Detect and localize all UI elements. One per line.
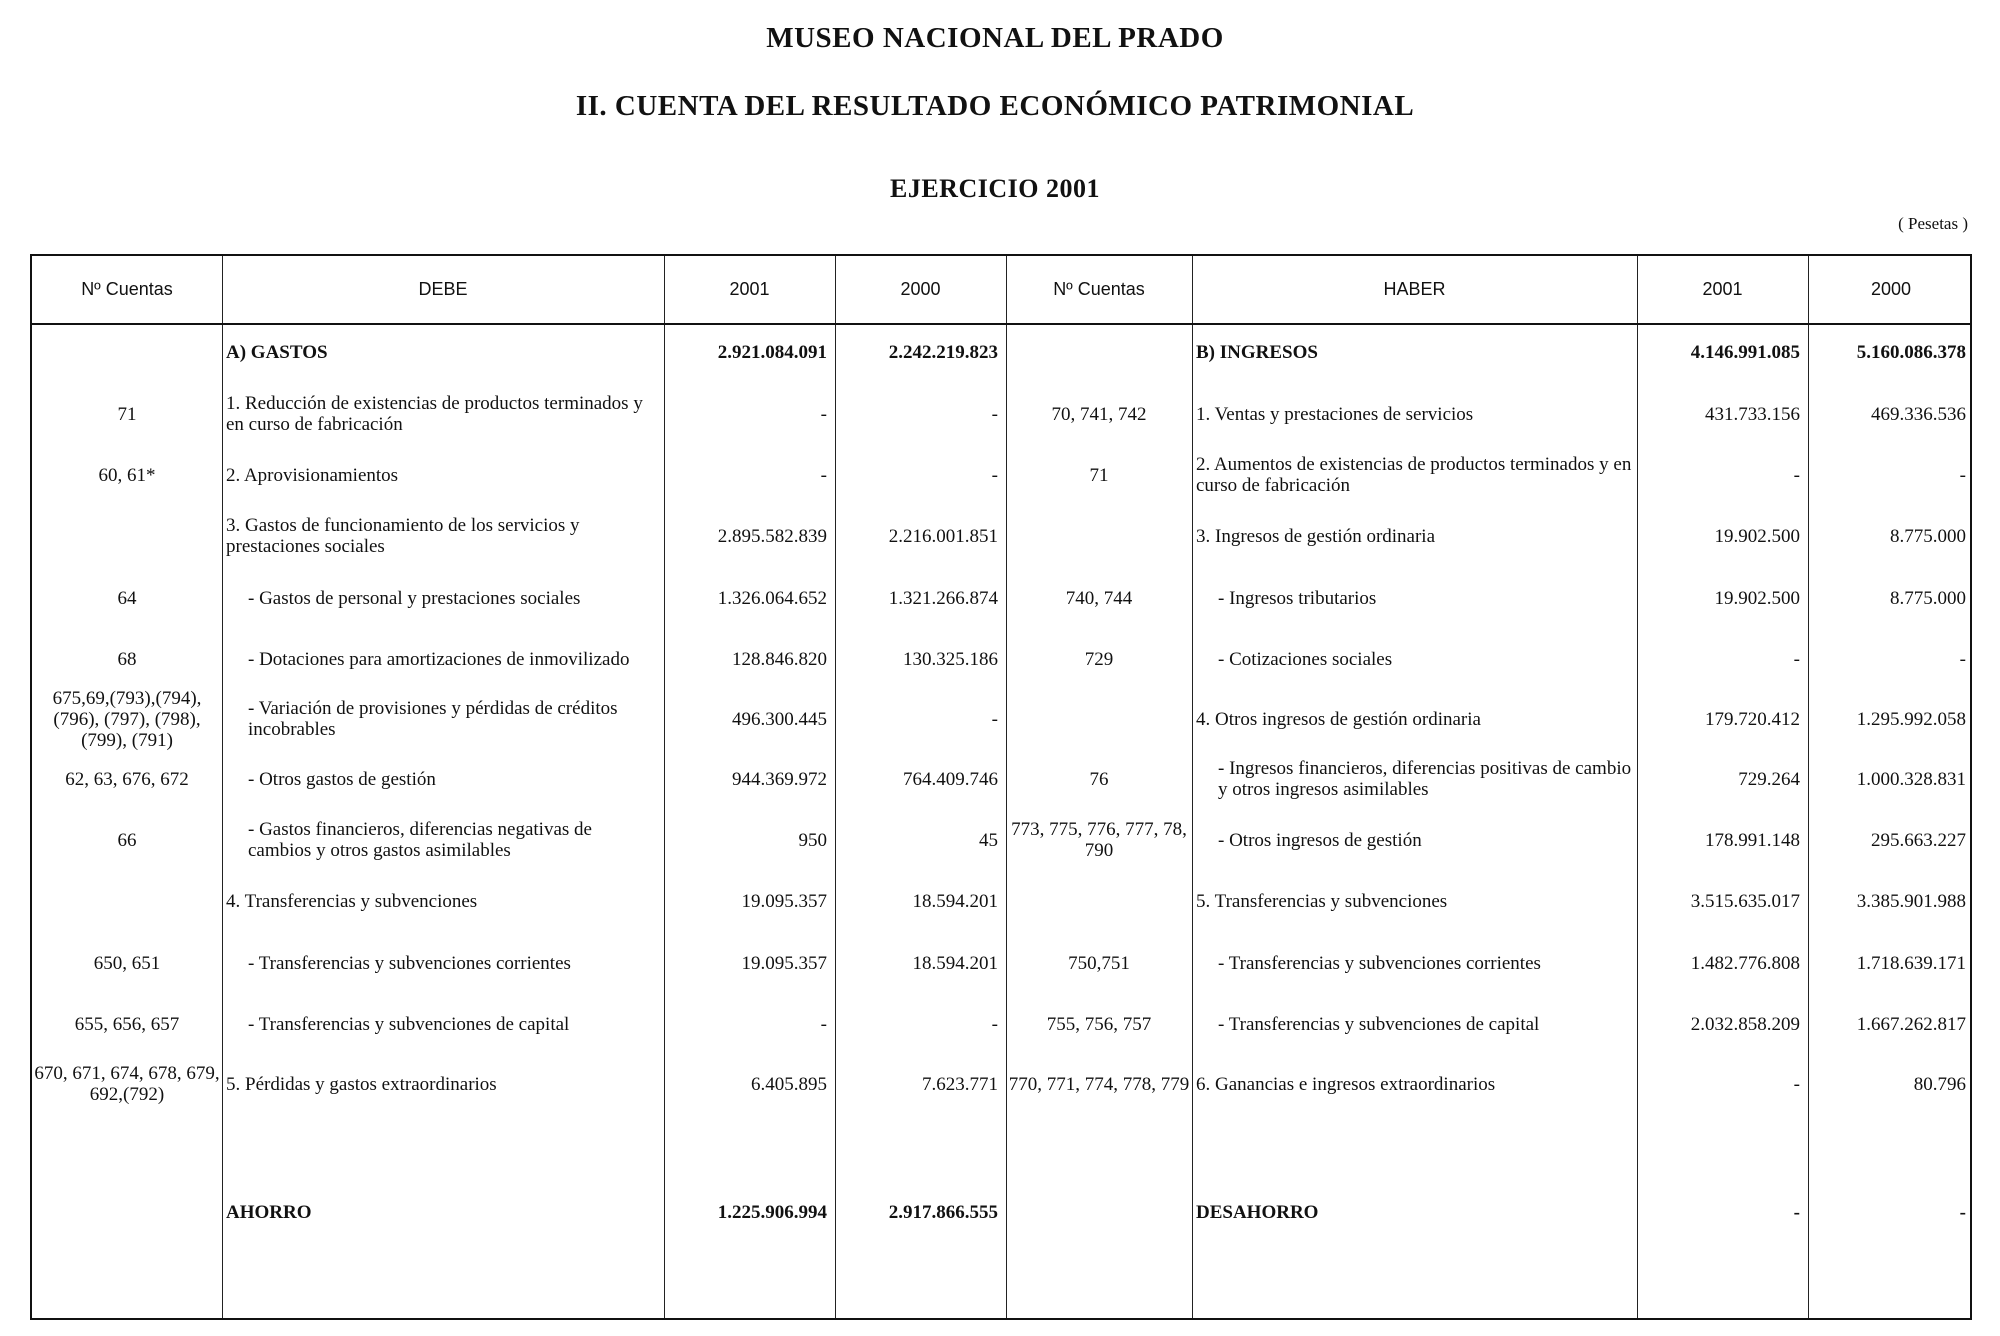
debe-2001-amount xyxy=(668,690,827,748)
account-codes-haber-text: 750,751 xyxy=(1068,952,1130,974)
debe-2001-amount xyxy=(668,934,827,992)
account-codes-haber-text: 755, 756, 757 xyxy=(1046,1013,1152,1035)
haber-2000-amount xyxy=(1812,507,1966,565)
haber-concept-text: 4. Otros ingresos de gestión ordinaria xyxy=(1196,708,1481,730)
haber-concept xyxy=(1196,1055,1633,1113)
debe-2000-amount-text: - xyxy=(991,403,998,425)
haber-2000-amount-text: - xyxy=(1959,1201,1966,1223)
account-codes-debe-text: 64 xyxy=(117,587,137,609)
haber-concept xyxy=(1196,385,1633,443)
debe-2001-amount-text: 19.095.357 xyxy=(741,952,827,974)
account-codes-haber-text: 770, 771, 774, 778, 779 xyxy=(1008,1073,1190,1095)
haber-concept xyxy=(1196,630,1633,688)
haber-2001-amount-text: 729.264 xyxy=(1738,768,1800,790)
debe-2000-amount xyxy=(839,323,998,381)
account-codes-debe-text: 670, 671, 674, 678, 679, 692,(792) xyxy=(34,1063,220,1105)
haber-2000-amount-text: 8.775.000 xyxy=(1890,587,1966,609)
debe-2000-amount-text: 2.216.001.851 xyxy=(888,525,998,547)
haber-2001-amount-text: 19.902.500 xyxy=(1714,587,1800,609)
haber-2001-amount xyxy=(1641,323,1800,381)
account-codes-debe xyxy=(32,872,222,930)
debe-2001-amount xyxy=(668,811,827,869)
haber-2000-amount-text: - xyxy=(1959,648,1966,670)
haber-2000-amount-text: 8.775.000 xyxy=(1890,525,1966,547)
account-codes-debe-text: 650, 651 xyxy=(93,952,161,974)
debe-concept xyxy=(226,811,660,869)
haber-2000-amount-text: 80.796 xyxy=(1913,1073,1966,1095)
column-divider xyxy=(222,256,223,1318)
debe-concept xyxy=(226,446,660,504)
haber-2001-amount xyxy=(1641,811,1800,869)
haber-concept xyxy=(1196,995,1633,1053)
haber-2001-amount-text: 2.032.858.209 xyxy=(1690,1013,1800,1035)
debe-concept-text: 3. Gastos de funcionamiento de los servicios y prestaciones sociales xyxy=(226,515,580,557)
haber-concept xyxy=(1196,811,1633,869)
haber-concept-text: 3. Ingresos de gestión ordinaria xyxy=(1196,525,1436,547)
account-codes-haber xyxy=(1006,995,1192,1053)
account-codes-debe-text: 62, 63, 676, 672 xyxy=(65,768,189,790)
haber-2001-amount-text: 1.482.776.808 xyxy=(1690,952,1800,974)
haber-concept xyxy=(1196,872,1633,930)
column-header-cuentas-haber: Nº Cuentas xyxy=(1053,279,1145,299)
haber-2001-amount xyxy=(1641,1183,1800,1241)
debe-2000-amount-text: 2.917.866.555 xyxy=(888,1201,998,1223)
debe-concept xyxy=(226,569,660,627)
haber-2001-amount-text: - xyxy=(1793,1073,1800,1095)
haber-2000-amount-text: - xyxy=(1959,464,1966,486)
haber-2000-amount-text: 1.667.262.817 xyxy=(1856,1013,1966,1035)
debe-2000-amount xyxy=(839,385,998,443)
account-codes-haber xyxy=(1006,934,1192,992)
column-divider xyxy=(835,256,836,1318)
currency-label: ( Pesetas ) xyxy=(1898,214,1968,233)
debe-concept xyxy=(226,934,660,992)
column-header-haber-2000: 2000 xyxy=(1870,279,1912,299)
debe-2001-amount-text: - xyxy=(820,1013,827,1035)
account-codes-debe xyxy=(32,934,222,992)
haber-concept-text: - Ingresos financieros, diferencias positivas de cambio y otros ingresos asimilables xyxy=(1218,758,1632,800)
haber-2000-amount-text: 469.336.536 xyxy=(1871,403,1966,425)
haber-2001-amount xyxy=(1641,630,1800,688)
haber-2000-amount-text: 1.295.992.058 xyxy=(1856,708,1966,730)
debe-2000-amount xyxy=(839,507,998,565)
haber-2000-amount-text: 5.160.086.378 xyxy=(1856,341,1966,363)
account-codes-debe xyxy=(32,385,222,443)
debe-2000-amount xyxy=(839,690,998,748)
account-codes-haber xyxy=(1006,385,1192,443)
haber-2001-amount-text: - xyxy=(1793,464,1800,486)
debe-2000-amount-text: 2.242.219.823 xyxy=(888,341,998,363)
account-codes-debe xyxy=(32,630,222,688)
account-codes-haber-text: 70, 741, 742 xyxy=(1051,403,1147,425)
column-header-haber: HABER xyxy=(1383,279,1446,299)
debe-2001-amount xyxy=(668,1183,827,1241)
debe-2001-amount xyxy=(668,507,827,565)
debe-2001-amount-text: 1.225.906.994 xyxy=(717,1201,827,1223)
debe-concept xyxy=(226,323,660,381)
account-codes-haber xyxy=(1006,630,1192,688)
column-header-cuentas-debe: Nº Cuentas xyxy=(81,279,173,299)
account-codes-haber xyxy=(1006,811,1192,869)
debe-concept-text: 5. Pérdidas y gastos extraordinarios xyxy=(226,1073,497,1095)
debe-2001-amount xyxy=(668,323,827,381)
haber-concept-text: - Otros ingresos de gestión xyxy=(1218,829,1422,851)
haber-2001-amount-text: 179.720.412 xyxy=(1705,708,1800,730)
haber-2001-amount-text: 3.515.635.017 xyxy=(1690,890,1800,912)
account-codes-haber xyxy=(1006,569,1192,627)
haber-2000-amount xyxy=(1812,630,1966,688)
debe-2000-amount-text: - xyxy=(991,1013,998,1035)
haber-concept-text: - Cotizaciones sociales xyxy=(1218,648,1393,670)
haber-concept xyxy=(1196,934,1633,992)
debe-2000-amount-text: 130.325.186 xyxy=(903,648,998,670)
debe-2001-amount xyxy=(668,446,827,504)
debe-concept-text: - Otros gastos de gestión xyxy=(248,768,436,790)
debe-2000-amount xyxy=(839,569,998,627)
account-codes-haber xyxy=(1006,1183,1192,1241)
haber-concept-text: 5. Transferencias y subvenciones xyxy=(1196,890,1448,912)
haber-2000-amount-text: 295.663.227 xyxy=(1871,829,1966,851)
haber-2000-amount xyxy=(1812,872,1966,930)
haber-2001-amount-text: 178.991.148 xyxy=(1705,829,1800,851)
debe-2000-amount-text: 764.409.746 xyxy=(903,768,998,790)
account-codes-debe-text: 68 xyxy=(117,648,137,670)
debe-2001-amount-text: 2.895.582.839 xyxy=(717,525,827,547)
haber-concept xyxy=(1196,569,1633,627)
debe-2001-amount xyxy=(668,1055,827,1113)
column-header-debe: DEBE xyxy=(418,279,468,299)
haber-2000-amount xyxy=(1812,323,1966,381)
account-codes-haber-text: 740, 744 xyxy=(1065,587,1133,609)
haber-concept xyxy=(1196,446,1633,504)
haber-2001-amount-text: 431.733.156 xyxy=(1705,403,1800,425)
haber-2001-amount-text: - xyxy=(1793,648,1800,670)
debe-2001-amount xyxy=(668,750,827,808)
debe-2000-amount-text: 18.594.201 xyxy=(912,952,998,974)
debe-2000-amount-text: - xyxy=(991,708,998,730)
haber-2000-amount-text: 1.718.639.171 xyxy=(1856,952,1966,974)
haber-concept-text: 2. Aumentos de existencias de productos terminados y en curso de fabricación xyxy=(1196,454,1632,496)
debe-2001-amount-text: 128.846.820 xyxy=(732,648,827,670)
debe-2000-amount xyxy=(839,995,998,1053)
account-codes-debe-text: 71 xyxy=(117,403,137,425)
haber-2000-amount xyxy=(1812,1183,1966,1241)
debe-2001-amount-text: 496.300.445 xyxy=(732,708,827,730)
debe-concept-text: - Transferencias y subvenciones corrientes xyxy=(248,952,571,974)
account-codes-debe-text: 66 xyxy=(117,829,137,851)
haber-2001-amount-text: - xyxy=(1793,1201,1800,1223)
debe-2000-amount xyxy=(839,872,998,930)
account-codes-haber xyxy=(1006,872,1192,930)
debe-2001-amount-text: 1.326.064.652 xyxy=(717,587,827,609)
account-codes-debe xyxy=(32,811,222,869)
debe-2000-amount xyxy=(839,630,998,688)
haber-2001-amount xyxy=(1641,934,1800,992)
results-table xyxy=(30,254,1972,1320)
haber-concept xyxy=(1196,507,1633,565)
haber-2000-amount xyxy=(1812,446,1966,504)
debe-2000-amount-text: 7.623.771 xyxy=(922,1073,998,1095)
debe-2001-amount xyxy=(668,385,827,443)
column-divider xyxy=(1192,256,1193,1318)
account-codes-haber xyxy=(1006,507,1192,565)
debe-2000-amount-text: 45 xyxy=(979,829,998,851)
account-codes-debe-text: 675,69,(793),(794), (796), (797), (798), (799), (791) xyxy=(52,687,202,751)
column-header-debe-2000: 2000 xyxy=(900,279,941,299)
haber-concept xyxy=(1196,750,1633,808)
debe-2000-amount xyxy=(839,811,998,869)
haber-concept-text: DESAHORRO xyxy=(1196,1201,1319,1223)
haber-2000-amount xyxy=(1812,750,1966,808)
account-codes-debe xyxy=(32,446,222,504)
account-codes-haber-text: 76 xyxy=(1089,768,1109,790)
debe-2001-amount-text: 950 xyxy=(798,829,827,851)
debe-2001-amount-text: 944.369.972 xyxy=(732,768,827,790)
account-codes-debe xyxy=(32,687,222,751)
account-codes-debe xyxy=(32,569,222,627)
haber-2001-amount xyxy=(1641,385,1800,443)
account-codes-debe xyxy=(32,323,222,381)
haber-2000-amount-text: 3.385.901.988 xyxy=(1856,890,1966,912)
haber-2001-amount xyxy=(1641,750,1800,808)
column-divider xyxy=(1637,256,1638,1318)
account-codes-debe xyxy=(32,507,222,565)
haber-2000-amount xyxy=(1812,995,1966,1053)
debe-2000-amount xyxy=(839,1183,998,1241)
haber-2000-amount xyxy=(1812,811,1966,869)
exercise-year: EJERCICIO 2001 xyxy=(890,174,1100,203)
account-codes-haber xyxy=(1006,1055,1192,1113)
haber-2001-amount xyxy=(1641,1055,1800,1113)
debe-concept-text: - Gastos financieros, diferencias negativas de cambios y otros gastos asimilables xyxy=(248,819,592,861)
debe-2001-amount-text: - xyxy=(820,403,827,425)
account-codes-haber xyxy=(1006,323,1192,381)
debe-2000-amount xyxy=(839,446,998,504)
haber-concept xyxy=(1196,1183,1633,1241)
column-divider xyxy=(664,256,665,1318)
haber-2001-amount xyxy=(1641,872,1800,930)
haber-concept-text: 1. Ventas y prestaciones de servicios xyxy=(1196,403,1474,425)
debe-concept-text: 2. Aprovisionamientos xyxy=(226,464,399,486)
account-codes-haber xyxy=(1006,690,1192,748)
debe-2000-amount xyxy=(839,750,998,808)
debe-concept-text: - Transferencias y subvenciones de capital xyxy=(248,1013,570,1035)
account-codes-haber-text: 773, 775, 776, 777, 78, 790 xyxy=(1011,819,1187,861)
haber-concept-text: - Transferencias y subvenciones de capital xyxy=(1218,1013,1540,1035)
account-codes-debe xyxy=(32,1055,222,1113)
haber-2000-amount xyxy=(1812,385,1966,443)
debe-2000-amount xyxy=(839,934,998,992)
debe-concept xyxy=(226,872,660,930)
debe-concept-text: - Gastos de personal y prestaciones sociales xyxy=(248,587,581,609)
account-codes-debe xyxy=(32,995,222,1053)
haber-2001-amount-text: 4.146.991.085 xyxy=(1690,341,1800,363)
haber-concept-text: - Transferencias y subvenciones corrientes xyxy=(1218,952,1541,974)
debe-concept xyxy=(226,1055,660,1113)
debe-2001-amount-text: 19.095.357 xyxy=(741,890,827,912)
account-codes-haber xyxy=(1006,750,1192,808)
account-codes-haber-text: 729 xyxy=(1084,648,1114,670)
haber-concept-text: 6. Ganancias e ingresos extraordinarios xyxy=(1196,1073,1496,1095)
column-header-haber-2001: 2001 xyxy=(1702,279,1743,299)
debe-2001-amount xyxy=(668,630,827,688)
account-codes-debe-text: 655, 656, 657 xyxy=(74,1013,180,1035)
account-codes-debe-text: 60, 61* xyxy=(98,464,156,486)
haber-2000-amount xyxy=(1812,690,1966,748)
debe-concept xyxy=(226,995,660,1053)
haber-2001-amount xyxy=(1641,690,1800,748)
column-header-debe-2001: 2001 xyxy=(729,279,770,299)
debe-concept-text: A) GASTOS xyxy=(226,341,328,363)
debe-concept xyxy=(226,630,660,688)
debe-concept xyxy=(226,507,660,565)
haber-2000-amount xyxy=(1812,569,1966,627)
debe-concept-text: AHORRO xyxy=(226,1201,312,1223)
debe-concept xyxy=(226,1183,660,1241)
haber-2001-amount xyxy=(1641,995,1800,1053)
document-title: MUSEO NACIONAL DEL PRADO xyxy=(766,22,1224,54)
haber-2000-amount xyxy=(1812,1055,1966,1113)
haber-2001-amount xyxy=(1641,446,1800,504)
debe-concept-text: - Variación de provisiones y pérdidas de créditos incobrables xyxy=(248,698,618,740)
haber-2001-amount xyxy=(1641,507,1800,565)
haber-concept-text: B) INGRESOS xyxy=(1196,341,1318,363)
account-codes-haber-text: 71 xyxy=(1089,464,1109,486)
debe-2000-amount xyxy=(839,1055,998,1113)
haber-2000-amount-text: 1.000.328.831 xyxy=(1856,768,1966,790)
debe-concept xyxy=(226,690,660,748)
debe-concept xyxy=(226,750,660,808)
haber-2001-amount xyxy=(1641,569,1800,627)
debe-2000-amount-text: - xyxy=(991,464,998,486)
haber-2001-amount-text: 19.902.500 xyxy=(1714,525,1800,547)
document-subtitle: II. CUENTA DEL RESULTADO ECONÓMICO PATRIMONIAL xyxy=(575,90,1415,122)
debe-2000-amount-text: 1.321.266.874 xyxy=(888,587,998,609)
account-codes-debe xyxy=(32,750,222,808)
haber-concept xyxy=(1196,690,1633,748)
haber-concept-text: - Ingresos tributarios xyxy=(1218,587,1377,609)
debe-2001-amount-text: - xyxy=(820,464,827,486)
debe-concept-text: 1. Reducción de existencias de productos terminados y en curso de fabricación xyxy=(226,393,643,435)
debe-2001-amount xyxy=(668,872,827,930)
account-codes-haber xyxy=(1006,446,1192,504)
debe-2000-amount-text: 18.594.201 xyxy=(912,890,998,912)
haber-2000-amount xyxy=(1812,934,1966,992)
debe-2001-amount xyxy=(668,569,827,627)
debe-2001-amount-text: 6.405.895 xyxy=(751,1073,827,1095)
debe-concept-text: - Dotaciones para amortizaciones de inmovilizado xyxy=(248,648,630,670)
column-divider xyxy=(1808,256,1809,1318)
debe-2001-amount xyxy=(668,995,827,1053)
debe-2001-amount-text: 2.921.084.091 xyxy=(717,341,827,363)
haber-concept xyxy=(1196,323,1633,381)
debe-concept xyxy=(226,385,660,443)
account-codes-debe xyxy=(32,1183,222,1241)
debe-concept-text: 4. Transferencias y subvenciones xyxy=(226,890,478,912)
